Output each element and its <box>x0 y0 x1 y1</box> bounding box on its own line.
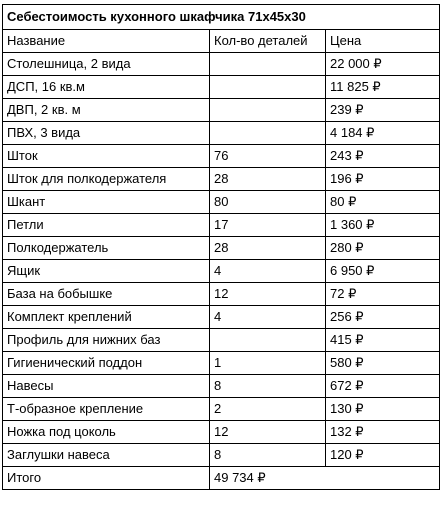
table-row <box>3 398 440 421</box>
cell-qty <box>210 122 326 145</box>
title-row <box>3 5 440 30</box>
cell-qty: 76 <box>210 145 326 168</box>
cell-qty: 12 <box>210 283 326 306</box>
cell-price: 6 950 ₽ <box>326 260 440 283</box>
table-row <box>3 444 440 467</box>
cell-qty: 4 <box>210 260 326 283</box>
cell-name: Т-образное крепление <box>3 398 210 421</box>
table-row <box>3 375 440 398</box>
cell-qty: 80 <box>210 191 326 214</box>
cell-price: 4 184 ₽ <box>326 122 440 145</box>
table-row <box>3 53 440 76</box>
cell-qty: 8 <box>210 444 326 467</box>
table-row <box>3 76 440 99</box>
cell-name: Гигиенический поддон <box>3 352 210 375</box>
cell-name: Полкодержатель <box>3 237 210 260</box>
cell-price: 1 360 ₽ <box>326 214 440 237</box>
table-row <box>3 352 440 375</box>
cell-qty: 28 <box>210 168 326 191</box>
cell-name: Ножка под цоколь <box>3 421 210 444</box>
cell-qty: 1 <box>210 352 326 375</box>
cell-price: 22 000 ₽ <box>326 53 440 76</box>
total-label: Итого <box>3 467 210 490</box>
cell-name: Ящик <box>3 260 210 283</box>
table-row <box>3 283 440 306</box>
cell-qty <box>210 99 326 122</box>
cell-price: 672 ₽ <box>326 375 440 398</box>
table-row <box>3 237 440 260</box>
table-row <box>3 306 440 329</box>
cell-name: Шток для полкодержателя <box>3 168 210 191</box>
total-row <box>3 467 440 490</box>
cell-qty: 2 <box>210 398 326 421</box>
cell-price: 130 ₽ <box>326 398 440 421</box>
cell-price: 239 ₽ <box>326 99 440 122</box>
cell-name: ДВП, 2 кв. м <box>3 99 210 122</box>
cell-price: 415 ₽ <box>326 329 440 352</box>
cost-table-body <box>3 5 440 490</box>
table-row <box>3 145 440 168</box>
cell-price: 243 ₽ <box>326 145 440 168</box>
total-value: 49 734 ₽ <box>210 467 440 490</box>
cell-qty: 12 <box>210 421 326 444</box>
header-qty: Кол-во деталей <box>210 30 326 53</box>
cell-price: 280 ₽ <box>326 237 440 260</box>
cell-qty <box>210 53 326 76</box>
header-row <box>3 30 440 53</box>
cell-qty: 4 <box>210 306 326 329</box>
cost-table <box>2 4 440 490</box>
cell-price: 580 ₽ <box>326 352 440 375</box>
cell-name: Шкант <box>3 191 210 214</box>
table-row <box>3 329 440 352</box>
cell-qty <box>210 76 326 99</box>
table-row <box>3 168 440 191</box>
cell-qty: 28 <box>210 237 326 260</box>
cell-price: 196 ₽ <box>326 168 440 191</box>
cell-price: 11 825 ₽ <box>326 76 440 99</box>
cell-name: База на бобышке <box>3 283 210 306</box>
cell-name: Навесы <box>3 375 210 398</box>
table-row <box>3 191 440 214</box>
cell-name: ПВХ, 3 вида <box>3 122 210 145</box>
table-row <box>3 99 440 122</box>
cell-name: Шток <box>3 145 210 168</box>
cell-name: Петли <box>3 214 210 237</box>
table-title: Себестоимость кухонного шкафчика 71х45х30 <box>3 5 440 30</box>
cell-qty: 17 <box>210 214 326 237</box>
cell-name: ДСП, 16 кв.м <box>3 76 210 99</box>
cell-name: Профиль для нижних баз <box>3 329 210 352</box>
cell-price: 72 ₽ <box>326 283 440 306</box>
cell-name: Столешница, 2 вида <box>3 53 210 76</box>
cell-qty <box>210 329 326 352</box>
cell-qty: 8 <box>210 375 326 398</box>
header-price: Цена <box>326 30 440 53</box>
table-row <box>3 260 440 283</box>
table-row <box>3 421 440 444</box>
cell-price: 80 ₽ <box>326 191 440 214</box>
table-row <box>3 122 440 145</box>
header-name: Название <box>3 30 210 53</box>
cell-price: 120 ₽ <box>326 444 440 467</box>
cell-name: Заглушки навеса <box>3 444 210 467</box>
cell-price: 132 ₽ <box>326 421 440 444</box>
table-row <box>3 214 440 237</box>
cell-price: 256 ₽ <box>326 306 440 329</box>
cell-name: Комплект креплений <box>3 306 210 329</box>
